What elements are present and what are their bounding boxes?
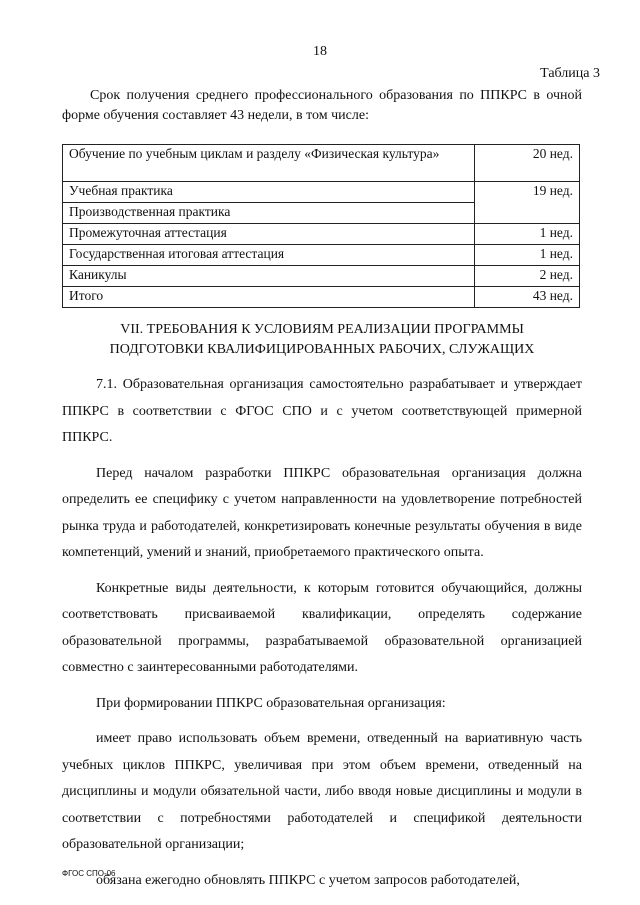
paragraph: Перед началом разработки ППКРС образовательная организация должна определить ее специфику с учетом направленности на удовлетворение потребностей рынка труда и работодателей, конкретизировать конечные результаты обучения в виде компетенций, умений и знаний, приобретаемого практического опыта. bbox=[62, 465, 582, 560]
table-row bbox=[63, 266, 580, 287]
section-heading-line: VII. ТРЕБОВАНИЯ К УСЛОВИЯМ РЕАЛИЗАЦИИ ПРОГРАММЫ bbox=[120, 322, 524, 337]
table-cell-label: Производственная практика bbox=[63, 203, 475, 224]
table-cell-label: Государственная итоговая аттестация bbox=[63, 245, 475, 266]
body-text bbox=[62, 372, 582, 903]
table-cell-value: 2 нед. bbox=[475, 266, 580, 287]
table-cell-label: Обучение по учебным циклам и разделу «Физическая культура» bbox=[63, 145, 475, 182]
footer-code: ФГОС СПО-06 bbox=[62, 869, 116, 878]
table-row bbox=[63, 145, 580, 182]
table-cell-value: 1 нед. bbox=[475, 224, 580, 245]
table-row bbox=[63, 182, 580, 203]
table-cell-value: 19 нед. bbox=[475, 182, 580, 224]
paragraph: Конкретные виды деятельности, к которым готовится обучающийся, должны соответствовать присваиваемой квалификации, определять содержание образовательной программы, разрабатываемой образовательной организацией совместно с заинтересованными работодателями. bbox=[62, 580, 582, 675]
section-heading bbox=[62, 320, 582, 360]
table-cell-label: Учебная практика bbox=[63, 182, 475, 203]
paragraph: При формировании ППКРС образовательная организация: bbox=[96, 695, 446, 711]
section-heading-line: ПОДГОТОВКИ КВАЛИФИЦИРОВАННЫХ РАБОЧИХ, СЛУЖАЩИХ bbox=[109, 342, 535, 357]
table-cell-label: Итого bbox=[63, 287, 475, 308]
paragraph: обязана ежегодно обновлять ППКРС с учетом запросов работодателей, bbox=[96, 872, 520, 888]
table-row bbox=[63, 245, 580, 266]
table-cell-value: 43 нед. bbox=[475, 287, 580, 308]
duration-table bbox=[62, 144, 580, 308]
table-cell-value: 1 нед. bbox=[475, 245, 580, 266]
table-caption: Таблица 3 bbox=[540, 66, 600, 81]
table-cell-label: Промежуточная аттестация bbox=[63, 224, 475, 245]
page-number: 18 bbox=[313, 44, 327, 59]
table-cell-value: 20 нед. bbox=[475, 145, 580, 182]
paragraph: 7.1. Образовательная организация самостоятельно разрабатывает и утверждает ППКРС в соответствии с ФГОС СПО и с учетом соответствующей примерной ППКРС. bbox=[62, 377, 582, 445]
table-row bbox=[63, 224, 580, 245]
table-cell-label: Каникулы bbox=[63, 266, 475, 287]
paragraph: имеет право использовать объем времени, отведенный на вариативную часть учебных циклов ППКРС, увеличивая при этом объем времени, отведенный на дисциплины и модули обязательной части, либо вводя новые дисциплины и модули в соответствии с потребностями работодателей и спецификой деятельности образовательной организации; bbox=[62, 731, 582, 852]
intro-paragraph: Срок получения среднего профессионального образования по ППКРС в очной форме обучения составляет 43 недели, в том числе: bbox=[62, 88, 582, 123]
table-row bbox=[63, 287, 580, 308]
